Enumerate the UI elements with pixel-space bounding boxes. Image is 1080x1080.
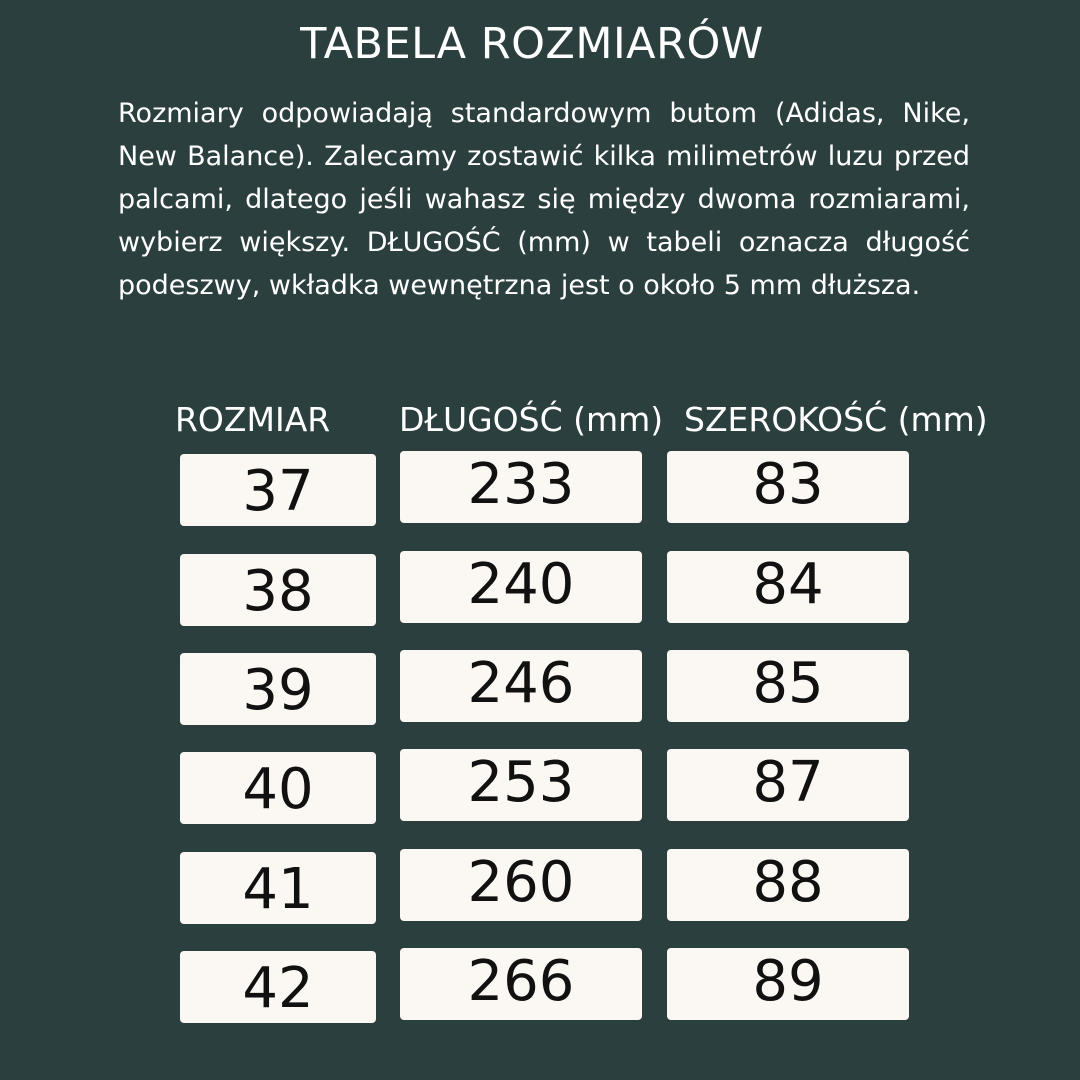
- size-cell: 39: [180, 653, 376, 725]
- column-header-size: ROZMIAR: [175, 400, 331, 439]
- width-cell: 84: [667, 551, 909, 623]
- width-cell: 85: [667, 650, 909, 722]
- size-cell: 37: [180, 454, 376, 526]
- width-cell: 88: [667, 849, 909, 921]
- size-cell: 40: [180, 752, 376, 824]
- column-header-width: SZEROKOŚĆ (mm): [684, 400, 988, 439]
- length-cell: 260: [400, 849, 642, 921]
- length-cell: 253: [400, 749, 642, 821]
- width-cell: 89: [667, 948, 909, 1020]
- length-cell: 240: [400, 551, 642, 623]
- width-cell: 83: [667, 451, 909, 523]
- page-title: TABELA ROZMIARÓW: [300, 19, 764, 69]
- width-cell: 87: [667, 749, 909, 821]
- column-header-length: DŁUGOŚĆ (mm): [399, 400, 664, 439]
- size-cell: 42: [180, 951, 376, 1023]
- size-cell: 41: [180, 852, 376, 924]
- length-cell: 246: [400, 650, 642, 722]
- length-cell: 266: [400, 948, 642, 1020]
- size-cell: 38: [180, 554, 376, 626]
- length-cell: 233: [400, 451, 642, 523]
- size-description: Rozmiary odpowiadają standardowym butom (Adidas, Nike, New Balance). Zalecamy zostawić kilka milimetrów luzu przed palcami, dlatego jeśli wahasz się między dwoma rozmiarami, wybierz większy. DŁUGOŚĆ (mm) w tabeli oznacza długość podeszwy, wkładka wewnętrzna jest o około 5 mm dłuższa.: [118, 98, 970, 301]
